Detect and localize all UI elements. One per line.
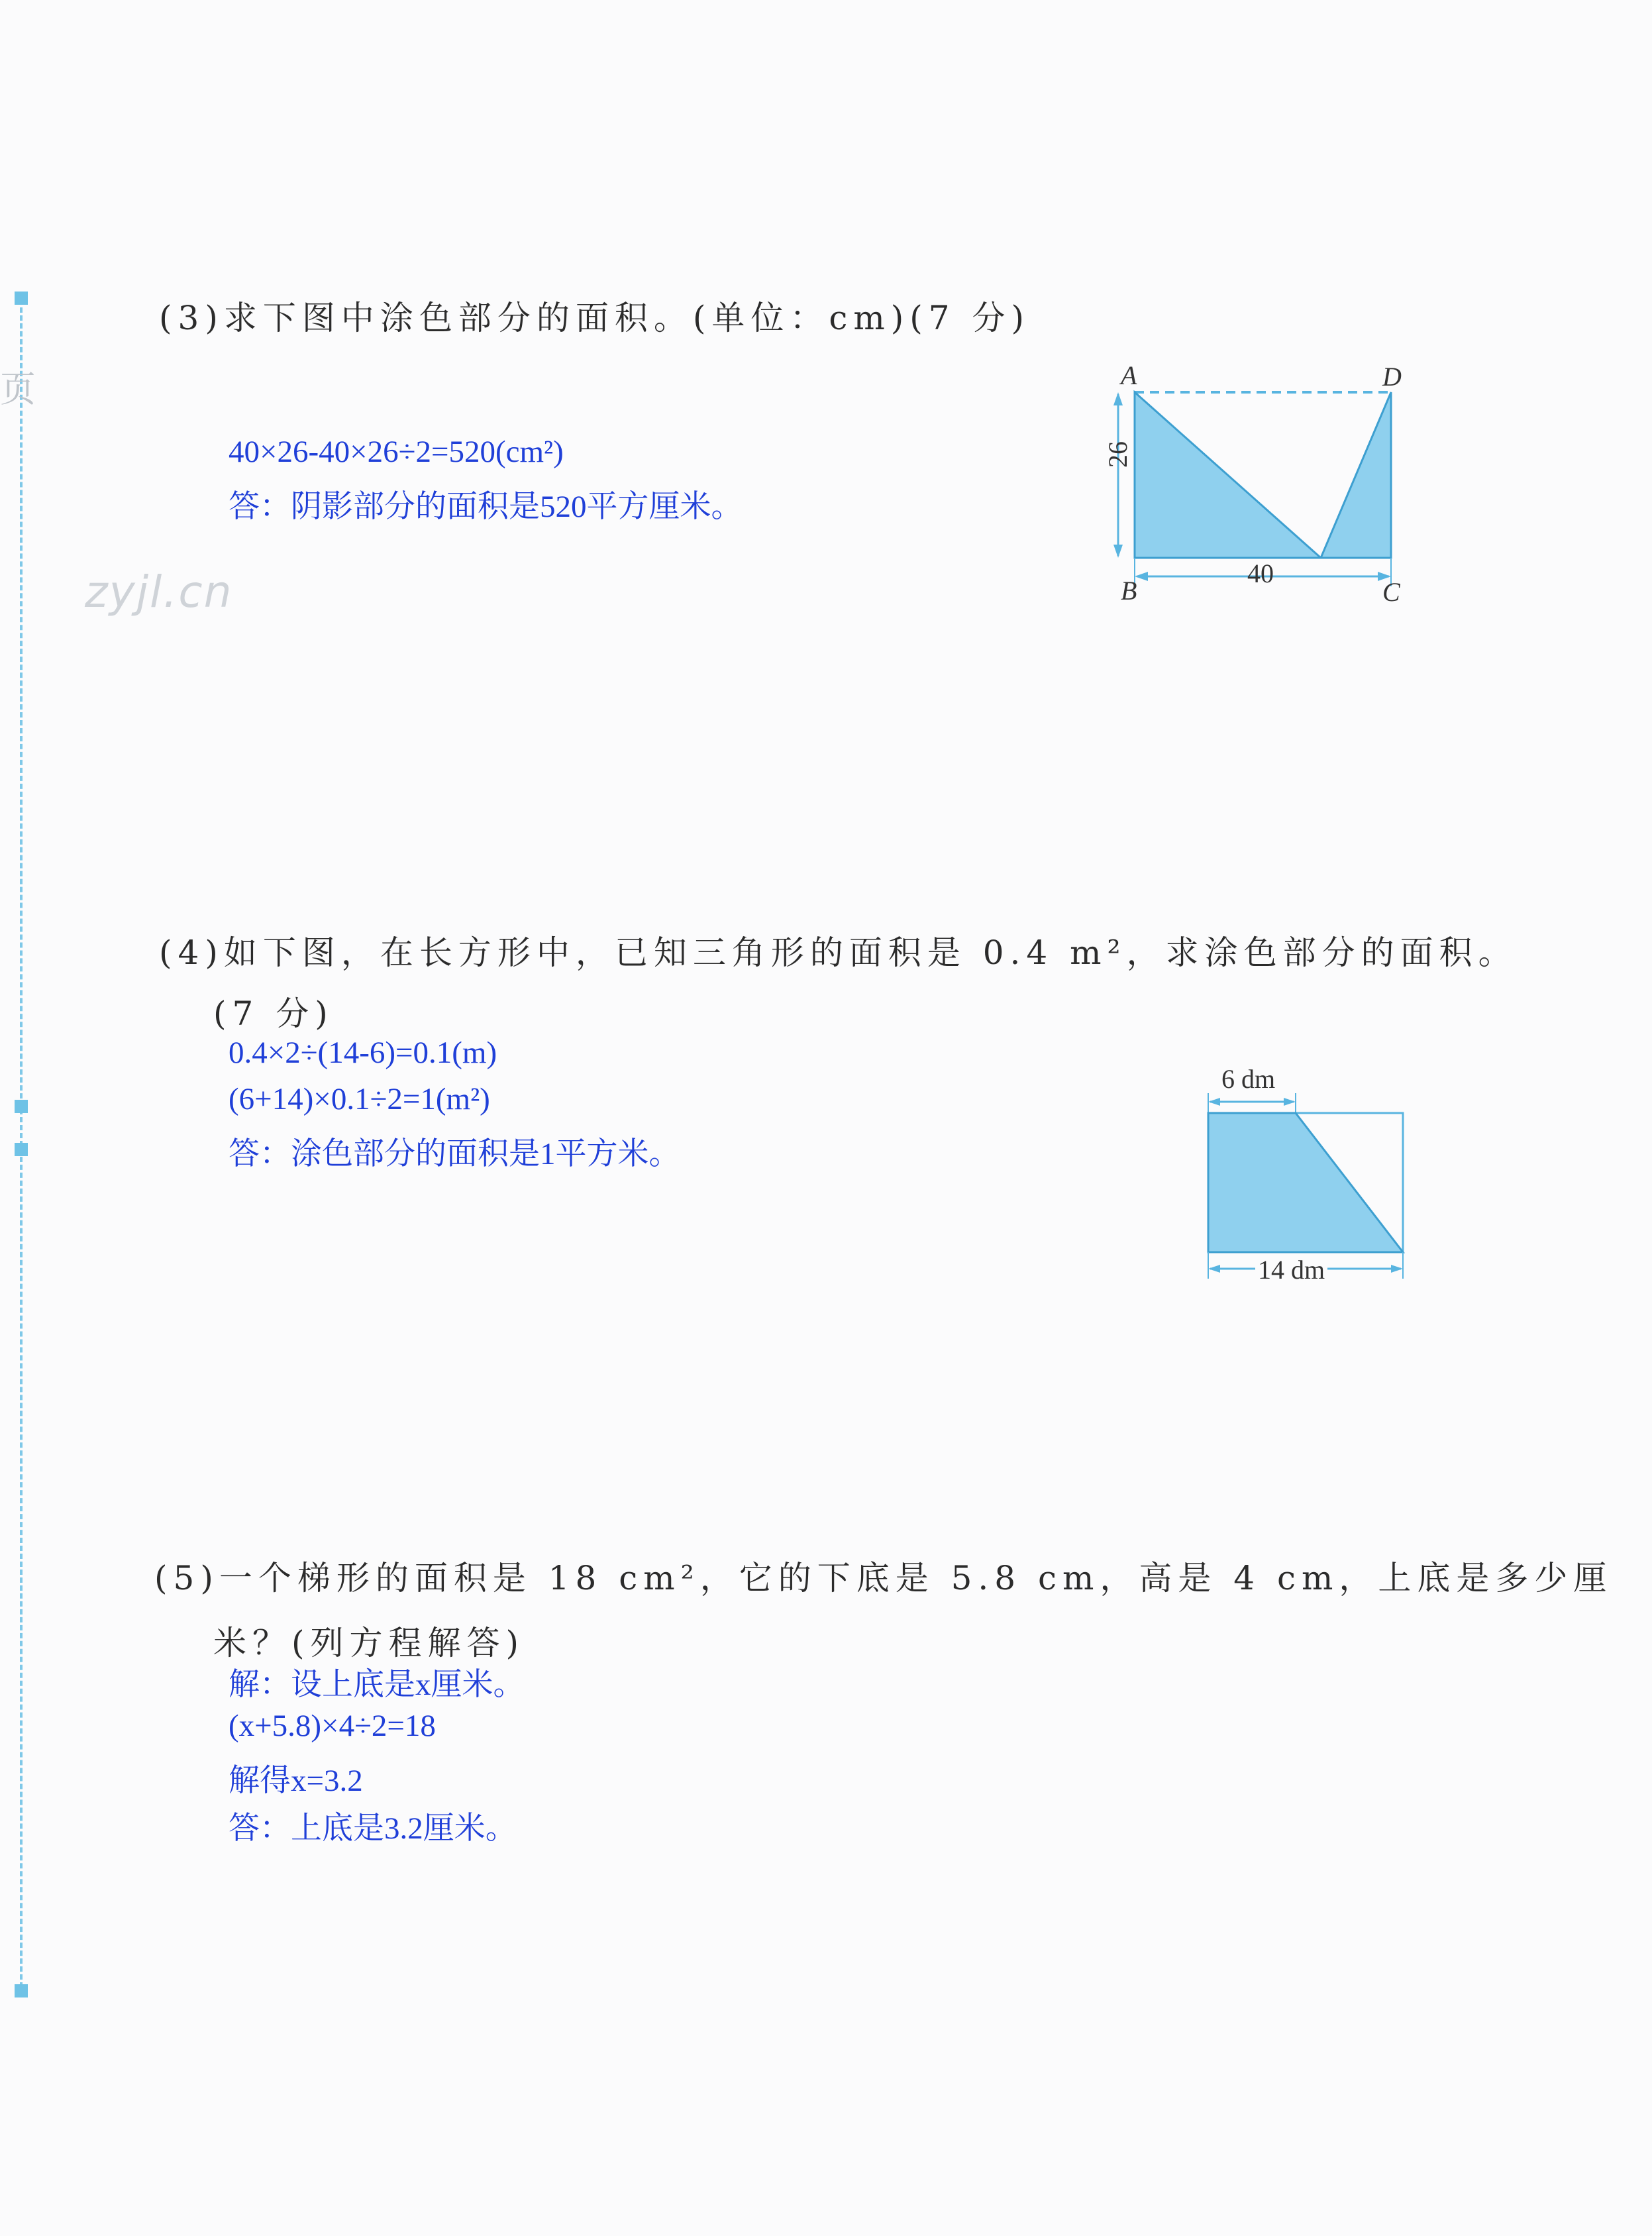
question-5-text-cont: 米？(列方程解答) [213, 1624, 525, 1662]
q5-answer-line: (x+5.8)×4÷2=18 [229, 1709, 436, 1743]
margin-marker [15, 292, 28, 305]
q5-answer-line: 解：设上底是x厘米。 [229, 1668, 525, 1702]
shaded-triangle-right [1321, 392, 1391, 558]
question-4-text: (4)如下图，在长方形中，已知三角形的面积是 0.4 m²，求涂色部分的面积。 [159, 933, 1518, 972]
q3-answer-line: 40×26-40×26÷2=520(cm²) [229, 435, 564, 469]
arrowhead [1113, 392, 1123, 405]
margin-marker [15, 1143, 28, 1156]
q3-answer-line: 答：阴影部分的面积是520平方厘米。 [229, 490, 743, 524]
q5-answer-line: 解得x=3.2 [229, 1764, 363, 1798]
watermark: zyjl.cn [85, 566, 233, 617]
margin-marker [15, 1100, 28, 1113]
question-3-text: (3)求下图中涂色部分的面积。(单位：cm)(7 分) [159, 299, 1030, 337]
q4-answer-line: 答：涂色部分的面积是1平方米。 [229, 1137, 680, 1171]
margin-marker [15, 1984, 28, 1997]
width-label: 40 [1247, 559, 1274, 588]
q5-answer-line: 答：上底是3.2厘米。 [229, 1811, 517, 1846]
vertex-label-d: D [1382, 362, 1402, 392]
page-edge-text: 页 [0, 368, 36, 410]
vertex-label-a: A [1121, 360, 1137, 390]
question-5-text: (5)一个梯形的面积是 18 cm²，它的下底是 5.8 cm，高是 4 cm，上底是多少厘 [154, 1559, 1613, 1597]
q4-answer-line: 0.4×2÷(14-6)=0.1(m) [229, 1036, 497, 1070]
shaded-triangle-left [1135, 392, 1321, 558]
vertex-label-c: C [1382, 577, 1400, 607]
height-label: 26 [1103, 441, 1133, 468]
q4-answer-line: (6+14)×0.1÷2=1(m²) [229, 1082, 490, 1116]
top-width-label: 6 dm [1219, 1063, 1278, 1094]
question-4-text-cont: (7 分) [213, 994, 334, 1033]
arrowhead [1208, 1265, 1220, 1273]
arrowhead [1208, 1098, 1220, 1106]
arrowhead [1113, 545, 1123, 558]
arrowhead [1391, 1265, 1403, 1273]
vertex-label-b: B [1121, 576, 1137, 606]
arrowhead [1284, 1098, 1296, 1106]
shaded-trapezoid [1208, 1113, 1403, 1252]
bottom-width-label: 14 dm [1255, 1254, 1327, 1285]
binding-margin-line [20, 292, 23, 1988]
